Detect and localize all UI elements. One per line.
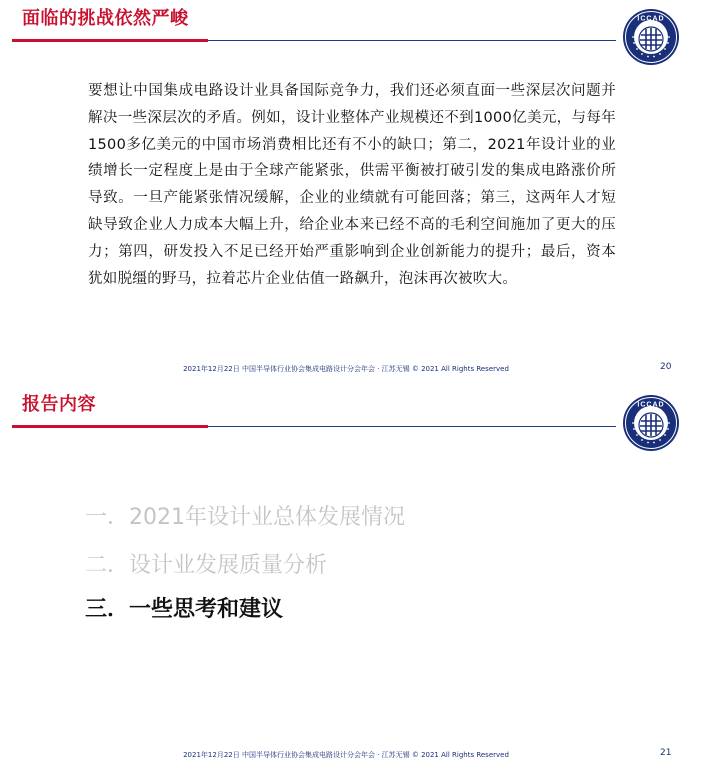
page-number: 20 <box>660 362 672 372</box>
title-underline-blue <box>208 40 616 41</box>
title-underline-blue <box>208 426 616 427</box>
logo-text: ICCAD <box>637 401 665 409</box>
title-underline-red <box>12 39 208 42</box>
slide-20 <box>0 0 702 386</box>
agenda-text: 一些思考和建议 <box>129 597 284 622</box>
slide-title: 报告内容 <box>22 394 96 415</box>
title-underline-red <box>12 425 208 428</box>
agenda-item-3-current <box>85 592 283 623</box>
agenda-text: 设计业发展质量分析 <box>129 553 328 578</box>
logo-text: ICCAD <box>637 15 665 23</box>
page-number: 21 <box>660 748 672 758</box>
agenda-number: 一． <box>85 505 130 530</box>
footer-copyright: 2021年12月22日 中国半导体行业协会集成电路设计分会年会 · 江苏无锡 © 2021 All Rights Reserved <box>183 751 509 759</box>
slide-title: 面临的挑战依然严峻 <box>22 8 189 29</box>
footer-copyright: 2021年12月22日 中国半导体行业协会集成电路设计分会年会 · 江苏无锡 © 2021 All Rights Reserved <box>183 365 509 373</box>
agenda-number: 三． <box>85 597 130 622</box>
agenda-text: 2021年设计业总体发展情况 <box>129 505 406 530</box>
agenda-item-1 <box>85 500 405 531</box>
challenge-paragraph: 要想让中国集成电路设计业具备国际竞争力，我们还必须直面一些深层次问题并解决一些深层次的矛盾。例如，设计业整体产业规模还不到1000亿美元，与每年1500多亿美元的中国市场消费相比还有不小的缺口；第二，2021年设计业的业绩增长一定程度上是由于全球产能紧张，供需平衡被打破引发的集成电路涨价所导致。一旦产能紧张情况缓解，企业的业绩就有可能回落；第三，这两年人才短缺导致企业人力成本大幅上升，给企业本来已经不高的毛利空间施加了更大的压力；第四，研发投入不足已经开始严重影响到企业创新能力的提升；最后，资本犹如脱缰的野马，拉着芯片企业估值一路飙升，泡沫再次被吹大。 <box>88 83 616 287</box>
agenda-item-2 <box>85 548 327 579</box>
slide-21 <box>0 386 702 773</box>
iccad-logo <box>622 394 680 452</box>
agenda-number: 二． <box>85 553 130 578</box>
iccad-logo <box>622 8 680 66</box>
